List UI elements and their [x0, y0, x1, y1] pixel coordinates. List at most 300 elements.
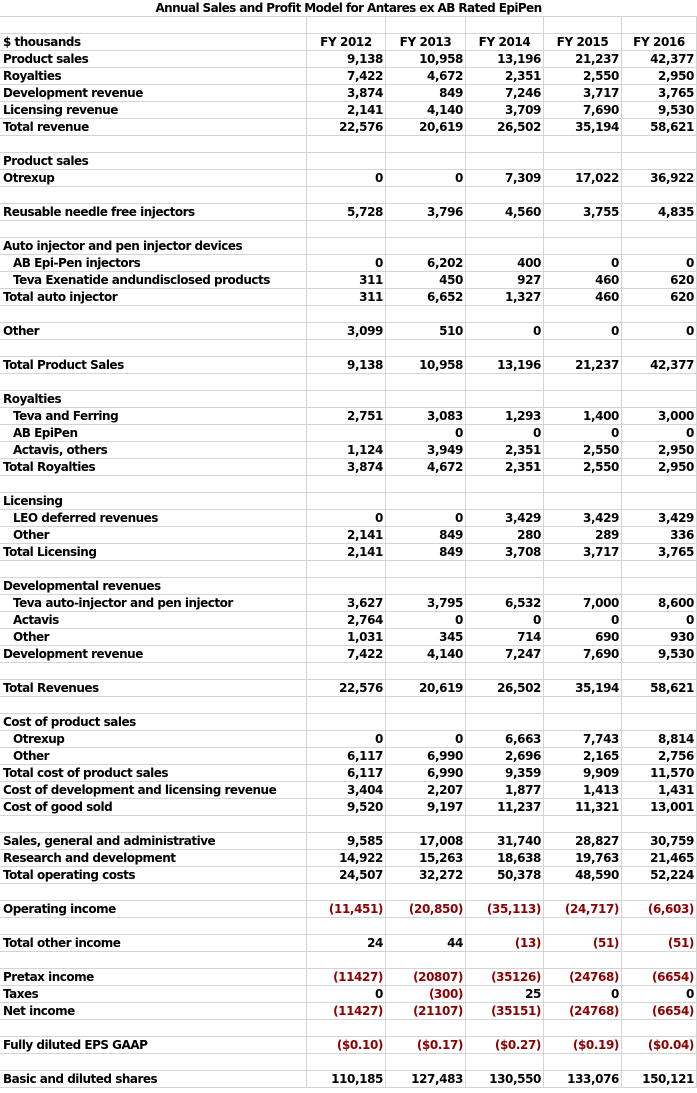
value-cell[interactable] — [466, 1020, 544, 1036]
value-cell[interactable]: (51) — [544, 935, 622, 951]
value-cell[interactable] — [622, 884, 697, 900]
value-cell[interactable]: 110,185 — [307, 1071, 386, 1087]
value-cell[interactable] — [622, 476, 697, 492]
value-cell[interactable]: 7,690 — [544, 646, 622, 662]
value-cell[interactable]: ($0.17) — [386, 1037, 466, 1053]
value-cell[interactable]: 58,621 — [622, 119, 697, 135]
row-label[interactable]: Total operating costs — [0, 867, 307, 883]
value-cell[interactable] — [307, 238, 386, 254]
row-label[interactable] — [0, 816, 307, 832]
value-cell[interactable]: ($0.27) — [466, 1037, 544, 1053]
value-cell[interactable] — [622, 697, 697, 713]
value-cell[interactable] — [386, 17, 466, 33]
row-label[interactable] — [0, 187, 307, 203]
value-cell[interactable] — [307, 340, 386, 356]
value-cell[interactable] — [622, 221, 697, 237]
value-cell[interactable] — [622, 340, 697, 356]
row-label[interactable] — [0, 884, 307, 900]
value-cell[interactable] — [622, 374, 697, 390]
value-cell[interactable] — [466, 238, 544, 254]
value-cell[interactable] — [466, 816, 544, 832]
value-cell[interactable]: 42,377 — [622, 51, 697, 67]
value-cell[interactable] — [544, 221, 622, 237]
value-cell[interactable]: 17,008 — [386, 833, 466, 849]
row-label[interactable] — [0, 306, 307, 322]
value-cell[interactable] — [622, 918, 697, 934]
value-cell[interactable]: 50,378 — [466, 867, 544, 883]
value-cell[interactable] — [622, 187, 697, 203]
value-cell[interactable]: 1,327 — [466, 289, 544, 305]
value-cell[interactable] — [622, 663, 697, 679]
value-cell[interactable]: 52,224 — [622, 867, 697, 883]
value-cell[interactable]: 3,083 — [386, 408, 466, 424]
value-cell[interactable]: 11,570 — [622, 765, 697, 781]
value-cell[interactable] — [307, 714, 386, 730]
value-cell[interactable]: 620 — [622, 272, 697, 288]
value-cell[interactable] — [386, 136, 466, 152]
value-cell[interactable]: 21,465 — [622, 850, 697, 866]
value-cell[interactable] — [386, 561, 466, 577]
value-cell[interactable]: 9,909 — [544, 765, 622, 781]
value-cell[interactable]: 927 — [466, 272, 544, 288]
row-label[interactable] — [0, 952, 307, 968]
row-label[interactable]: $ thousands — [0, 34, 307, 50]
value-cell[interactable]: 690 — [544, 629, 622, 645]
value-cell[interactable] — [544, 952, 622, 968]
value-cell[interactable]: 11,321 — [544, 799, 622, 815]
value-cell[interactable]: 35,194 — [544, 119, 622, 135]
value-cell[interactable]: (6654) — [622, 969, 697, 985]
value-cell[interactable] — [307, 884, 386, 900]
value-cell[interactable]: 2,550 — [544, 459, 622, 475]
value-cell[interactable] — [386, 493, 466, 509]
value-cell[interactable] — [386, 884, 466, 900]
value-cell[interactable] — [386, 374, 466, 390]
value-cell[interactable]: 13,196 — [466, 51, 544, 67]
row-label[interactable] — [0, 340, 307, 356]
value-cell[interactable] — [307, 663, 386, 679]
value-cell[interactable] — [622, 578, 697, 594]
value-cell[interactable] — [307, 578, 386, 594]
value-cell[interactable]: 7,743 — [544, 731, 622, 747]
value-cell[interactable]: 13,196 — [466, 357, 544, 373]
value-cell[interactable]: 2,550 — [544, 68, 622, 84]
value-cell[interactable] — [622, 238, 697, 254]
value-cell[interactable]: 0 — [544, 425, 622, 441]
column-header[interactable]: FY 2015 — [544, 34, 622, 50]
value-cell[interactable] — [307, 391, 386, 407]
row-label[interactable]: Teva Exenatide andundisclosed products — [0, 272, 307, 288]
row-label[interactable]: Total Revenues — [0, 680, 307, 696]
value-cell[interactable] — [466, 391, 544, 407]
value-cell[interactable]: 58,621 — [622, 680, 697, 696]
row-label[interactable]: Development revenue — [0, 85, 307, 101]
value-cell[interactable]: 0 — [544, 986, 622, 1002]
value-cell[interactable]: 24,507 — [307, 867, 386, 883]
value-cell[interactable]: 3,099 — [307, 323, 386, 339]
row-label[interactable]: Cost of product sales — [0, 714, 307, 730]
value-cell[interactable] — [466, 476, 544, 492]
value-cell[interactable]: 311 — [307, 289, 386, 305]
value-cell[interactable]: 13,001 — [622, 799, 697, 815]
value-cell[interactable]: 3,717 — [544, 544, 622, 560]
row-label[interactable] — [0, 221, 307, 237]
value-cell[interactable]: 9,359 — [466, 765, 544, 781]
value-cell[interactable] — [466, 374, 544, 390]
value-cell[interactable]: 4,560 — [466, 204, 544, 220]
value-cell[interactable]: 0 — [307, 731, 386, 747]
row-label[interactable]: Licensing — [0, 493, 307, 509]
value-cell[interactable]: 3,874 — [307, 459, 386, 475]
value-cell[interactable]: (21107) — [386, 1003, 466, 1019]
value-cell[interactable]: 21,237 — [544, 357, 622, 373]
value-cell[interactable]: 2,756 — [622, 748, 697, 764]
row-label[interactable] — [0, 1020, 307, 1036]
value-cell[interactable]: 311 — [307, 272, 386, 288]
value-cell[interactable] — [386, 697, 466, 713]
value-cell[interactable] — [307, 697, 386, 713]
value-cell[interactable]: (35151) — [466, 1003, 544, 1019]
value-cell[interactable] — [386, 221, 466, 237]
value-cell[interactable] — [622, 17, 697, 33]
row-label[interactable] — [0, 663, 307, 679]
row-label[interactable] — [0, 136, 307, 152]
value-cell[interactable]: 2,550 — [544, 442, 622, 458]
value-cell[interactable]: 6,532 — [466, 595, 544, 611]
value-cell[interactable] — [386, 952, 466, 968]
value-cell[interactable]: 2,696 — [466, 748, 544, 764]
value-cell[interactable] — [386, 918, 466, 934]
value-cell[interactable]: 3,627 — [307, 595, 386, 611]
row-label[interactable]: Net income — [0, 1003, 307, 1019]
value-cell[interactable] — [386, 476, 466, 492]
value-cell[interactable] — [307, 493, 386, 509]
value-cell[interactable]: 35,194 — [544, 680, 622, 696]
value-cell[interactable]: 6,652 — [386, 289, 466, 305]
value-cell[interactable]: ($0.10) — [307, 1037, 386, 1053]
row-label[interactable]: Basic and diluted shares — [0, 1071, 307, 1087]
value-cell[interactable] — [544, 187, 622, 203]
value-cell[interactable] — [466, 884, 544, 900]
value-cell[interactable]: 17,022 — [544, 170, 622, 186]
row-label[interactable]: Licensing revenue — [0, 102, 307, 118]
value-cell[interactable] — [466, 17, 544, 33]
value-cell[interactable]: 0 — [544, 323, 622, 339]
value-cell[interactable] — [544, 374, 622, 390]
value-cell[interactable] — [466, 340, 544, 356]
value-cell[interactable]: 0 — [544, 255, 622, 271]
value-cell[interactable]: 2,351 — [466, 459, 544, 475]
row-label[interactable]: Total Royalties — [0, 459, 307, 475]
value-cell[interactable] — [544, 136, 622, 152]
value-cell[interactable] — [386, 238, 466, 254]
value-cell[interactable]: 2,207 — [386, 782, 466, 798]
value-cell[interactable] — [386, 1020, 466, 1036]
row-label[interactable] — [0, 561, 307, 577]
value-cell[interactable]: (24768) — [544, 1003, 622, 1019]
value-cell[interactable]: 7,246 — [466, 85, 544, 101]
value-cell[interactable]: (13) — [466, 935, 544, 951]
value-cell[interactable]: (24768) — [544, 969, 622, 985]
value-cell[interactable]: ($0.19) — [544, 1037, 622, 1053]
value-cell[interactable] — [386, 578, 466, 594]
value-cell[interactable]: (20807) — [386, 969, 466, 985]
value-cell[interactable]: 9,138 — [307, 357, 386, 373]
value-cell[interactable]: 32,272 — [386, 867, 466, 883]
value-cell[interactable]: 1,124 — [307, 442, 386, 458]
value-cell[interactable]: 18,638 — [466, 850, 544, 866]
value-cell[interactable]: 450 — [386, 272, 466, 288]
value-cell[interactable] — [544, 578, 622, 594]
value-cell[interactable]: 0 — [386, 425, 466, 441]
value-cell[interactable]: 28,827 — [544, 833, 622, 849]
value-cell[interactable]: 2,165 — [544, 748, 622, 764]
value-cell[interactable]: 0 — [622, 612, 697, 628]
value-cell[interactable]: 3,765 — [622, 544, 697, 560]
row-label[interactable]: Taxes — [0, 986, 307, 1002]
value-cell[interactable] — [307, 816, 386, 832]
value-cell[interactable]: 7,247 — [466, 646, 544, 662]
value-cell[interactable]: 1,400 — [544, 408, 622, 424]
value-cell[interactable] — [466, 578, 544, 594]
value-cell[interactable] — [466, 697, 544, 713]
row-label[interactable]: Royalties — [0, 68, 307, 84]
value-cell[interactable]: 20,619 — [386, 119, 466, 135]
value-cell[interactable]: 15,263 — [386, 850, 466, 866]
value-cell[interactable] — [307, 425, 386, 441]
row-label[interactable]: Other — [0, 748, 307, 764]
value-cell[interactable]: 6,117 — [307, 765, 386, 781]
value-cell[interactable] — [466, 1054, 544, 1070]
value-cell[interactable] — [466, 663, 544, 679]
value-cell[interactable]: 22,576 — [307, 680, 386, 696]
value-cell[interactable]: 0 — [307, 510, 386, 526]
value-cell[interactable] — [466, 952, 544, 968]
value-cell[interactable]: 6,990 — [386, 765, 466, 781]
value-cell[interactable] — [544, 714, 622, 730]
value-cell[interactable]: 6,117 — [307, 748, 386, 764]
row-label[interactable]: Total revenue — [0, 119, 307, 135]
value-cell[interactable]: 3,709 — [466, 102, 544, 118]
row-label[interactable]: Actavis — [0, 612, 307, 628]
value-cell[interactable] — [622, 816, 697, 832]
value-cell[interactable] — [622, 561, 697, 577]
value-cell[interactable]: (11427) — [307, 1003, 386, 1019]
row-label[interactable] — [0, 17, 307, 33]
value-cell[interactable]: (6,603) — [622, 901, 697, 917]
value-cell[interactable]: 7,000 — [544, 595, 622, 611]
row-label[interactable]: Total auto injector — [0, 289, 307, 305]
value-cell[interactable] — [466, 306, 544, 322]
row-label[interactable]: Actavis, others — [0, 442, 307, 458]
value-cell[interactable] — [544, 1054, 622, 1070]
value-cell[interactable]: 30,759 — [622, 833, 697, 849]
value-cell[interactable]: (11,451) — [307, 901, 386, 917]
value-cell[interactable]: (24,717) — [544, 901, 622, 917]
value-cell[interactable]: 849 — [386, 85, 466, 101]
value-cell[interactable] — [307, 952, 386, 968]
row-label[interactable] — [0, 374, 307, 390]
value-cell[interactable]: 3,000 — [622, 408, 697, 424]
value-cell[interactable]: 19,763 — [544, 850, 622, 866]
value-cell[interactable] — [386, 153, 466, 169]
value-cell[interactable]: 3,429 — [544, 510, 622, 526]
value-cell[interactable]: 9,520 — [307, 799, 386, 815]
row-label[interactable]: Operating income — [0, 901, 307, 917]
row-label[interactable]: Teva auto-injector and pen injector — [0, 595, 307, 611]
value-cell[interactable]: (35,113) — [466, 901, 544, 917]
value-cell[interactable]: 26,502 — [466, 680, 544, 696]
value-cell[interactable]: 31,740 — [466, 833, 544, 849]
row-label[interactable] — [0, 1054, 307, 1070]
value-cell[interactable]: 336 — [622, 527, 697, 543]
value-cell[interactable]: 5,728 — [307, 204, 386, 220]
value-cell[interactable]: 9,530 — [622, 102, 697, 118]
value-cell[interactable]: 460 — [544, 289, 622, 305]
value-cell[interactable]: 0 — [622, 255, 697, 271]
value-cell[interactable]: (300) — [386, 986, 466, 1002]
value-cell[interactable] — [544, 561, 622, 577]
value-cell[interactable] — [466, 136, 544, 152]
value-cell[interactable] — [544, 884, 622, 900]
value-cell[interactable]: 0 — [307, 170, 386, 186]
value-cell[interactable]: 22,576 — [307, 119, 386, 135]
value-cell[interactable]: 6,202 — [386, 255, 466, 271]
value-cell[interactable] — [622, 714, 697, 730]
value-cell[interactable] — [544, 153, 622, 169]
value-cell[interactable]: 2,950 — [622, 442, 697, 458]
value-cell[interactable]: 3,404 — [307, 782, 386, 798]
row-label[interactable]: Total Licensing — [0, 544, 307, 560]
value-cell[interactable] — [622, 153, 697, 169]
value-cell[interactable] — [544, 238, 622, 254]
value-cell[interactable]: 14,922 — [307, 850, 386, 866]
row-label[interactable]: Teva and Ferring — [0, 408, 307, 424]
value-cell[interactable]: 24 — [307, 935, 386, 951]
value-cell[interactable]: 4,672 — [386, 459, 466, 475]
row-label[interactable]: Other — [0, 527, 307, 543]
value-cell[interactable]: 9,197 — [386, 799, 466, 815]
value-cell[interactable]: 2,141 — [307, 102, 386, 118]
value-cell[interactable] — [466, 187, 544, 203]
row-label[interactable]: Product sales — [0, 51, 307, 67]
value-cell[interactable]: 48,590 — [544, 867, 622, 883]
value-cell[interactable]: 2,141 — [307, 544, 386, 560]
value-cell[interactable] — [544, 306, 622, 322]
value-cell[interactable] — [307, 374, 386, 390]
value-cell[interactable] — [622, 136, 697, 152]
value-cell[interactable] — [386, 1054, 466, 1070]
value-cell[interactable] — [307, 1020, 386, 1036]
value-cell[interactable]: 9,585 — [307, 833, 386, 849]
value-cell[interactable]: 0 — [386, 612, 466, 628]
row-label[interactable]: Pretax income — [0, 969, 307, 985]
value-cell[interactable]: 0 — [386, 731, 466, 747]
value-cell[interactable]: 0 — [386, 510, 466, 526]
value-cell[interactable]: 7,309 — [466, 170, 544, 186]
value-cell[interactable]: 25 — [466, 986, 544, 1002]
value-cell[interactable]: 0 — [386, 170, 466, 186]
row-label[interactable]: Product sales — [0, 153, 307, 169]
value-cell[interactable] — [622, 306, 697, 322]
row-label[interactable]: Total Product Sales — [0, 357, 307, 373]
row-label[interactable]: Development revenue — [0, 646, 307, 662]
value-cell[interactable]: 2,950 — [622, 459, 697, 475]
value-cell[interactable]: 1,877 — [466, 782, 544, 798]
value-cell[interactable]: 0 — [307, 986, 386, 1002]
value-cell[interactable]: 4,140 — [386, 646, 466, 662]
value-cell[interactable]: 849 — [386, 544, 466, 560]
row-label[interactable] — [0, 697, 307, 713]
value-cell[interactable] — [544, 918, 622, 934]
value-cell[interactable]: 10,958 — [386, 357, 466, 373]
row-label[interactable]: Total cost of product sales — [0, 765, 307, 781]
row-label[interactable]: Other — [0, 323, 307, 339]
value-cell[interactable] — [544, 1020, 622, 1036]
row-label[interactable]: AB EpiPen — [0, 425, 307, 441]
value-cell[interactable] — [622, 1054, 697, 1070]
value-cell[interactable]: 1,413 — [544, 782, 622, 798]
value-cell[interactable]: 7,690 — [544, 102, 622, 118]
row-label[interactable]: Otrexup — [0, 170, 307, 186]
value-cell[interactable] — [622, 952, 697, 968]
row-label[interactable]: LEO deferred revenues — [0, 510, 307, 526]
value-cell[interactable]: 3,795 — [386, 595, 466, 611]
value-cell[interactable]: 3,874 — [307, 85, 386, 101]
value-cell[interactable]: 8,814 — [622, 731, 697, 747]
row-label[interactable]: Total other income — [0, 935, 307, 951]
row-label[interactable] — [0, 918, 307, 934]
value-cell[interactable] — [386, 306, 466, 322]
value-cell[interactable]: 130,550 — [466, 1071, 544, 1087]
value-cell[interactable]: 400 — [466, 255, 544, 271]
value-cell[interactable]: 1,293 — [466, 408, 544, 424]
row-label[interactable]: Royalties — [0, 391, 307, 407]
value-cell[interactable]: 0 — [622, 323, 697, 339]
value-cell[interactable]: 36,922 — [622, 170, 697, 186]
value-cell[interactable]: (6654) — [622, 1003, 697, 1019]
value-cell[interactable]: 0 — [544, 612, 622, 628]
column-header[interactable]: FY 2014 — [466, 34, 544, 50]
value-cell[interactable] — [622, 1020, 697, 1036]
value-cell[interactable] — [386, 663, 466, 679]
value-cell[interactable]: 3,796 — [386, 204, 466, 220]
value-cell[interactable]: 0 — [307, 255, 386, 271]
value-cell[interactable]: 133,076 — [544, 1071, 622, 1087]
value-cell[interactable]: 7,422 — [307, 646, 386, 662]
row-label[interactable] — [0, 476, 307, 492]
value-cell[interactable]: 849 — [386, 527, 466, 543]
value-cell[interactable] — [622, 493, 697, 509]
value-cell[interactable] — [307, 136, 386, 152]
value-cell[interactable] — [386, 340, 466, 356]
value-cell[interactable] — [307, 306, 386, 322]
row-label[interactable]: Cost of good sold — [0, 799, 307, 815]
value-cell[interactable]: 3,708 — [466, 544, 544, 560]
row-label[interactable]: AB Epi-Pen injectors — [0, 255, 307, 271]
value-cell[interactable] — [307, 918, 386, 934]
row-label[interactable]: Auto injector and pen injector devices — [0, 238, 307, 254]
value-cell[interactable]: ($0.04) — [622, 1037, 697, 1053]
value-cell[interactable]: 9,530 — [622, 646, 697, 662]
row-label[interactable]: Reusable needle free injectors — [0, 204, 307, 220]
value-cell[interactable] — [466, 918, 544, 934]
value-cell[interactable]: 1,031 — [307, 629, 386, 645]
column-header[interactable]: FY 2016 — [622, 34, 697, 50]
value-cell[interactable]: (35126) — [466, 969, 544, 985]
value-cell[interactable]: 9,138 — [307, 51, 386, 67]
value-cell[interactable]: 289 — [544, 527, 622, 543]
